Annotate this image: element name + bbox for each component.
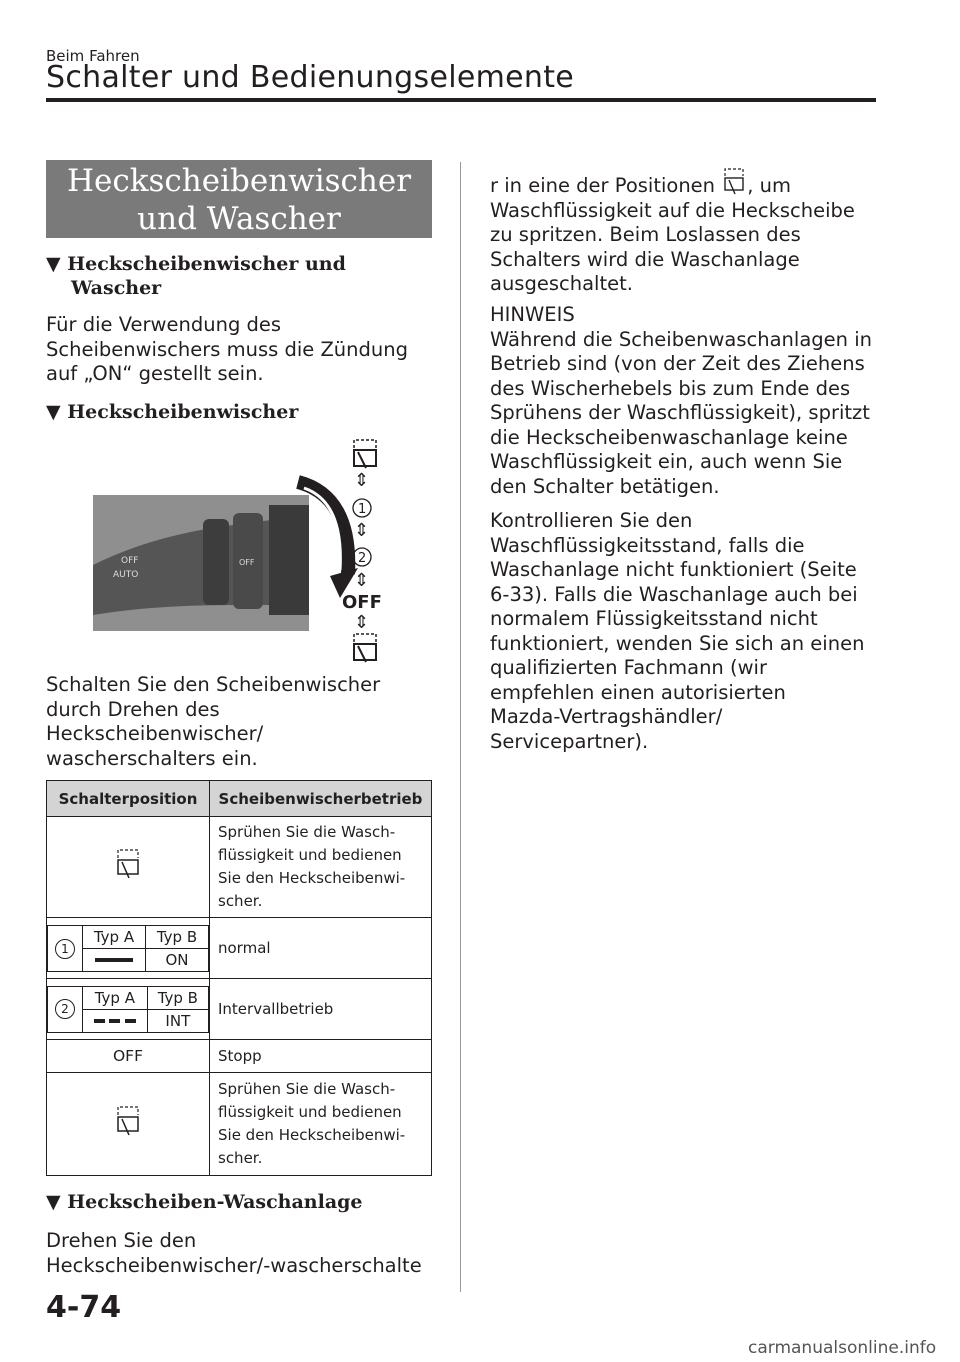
heading-rear-wiper: ▼ Heckscheibenwischer: [46, 401, 299, 423]
type-a-label: Typ A: [83, 925, 146, 948]
table-row: [47, 918, 432, 979]
text-line: Servicepartner).: [490, 729, 649, 753]
text-line: den Schalter betätigen.: [490, 474, 720, 498]
svg-text:⇕: ⇕: [354, 570, 370, 591]
position-label-2: 2: [358, 551, 367, 566]
type-a-symbol: [83, 1009, 148, 1032]
watermark: carmanualsonline.info: [748, 1338, 937, 1358]
type-a-label: Typ A: [83, 986, 148, 1009]
text-line: ausgeschaltet.: [490, 272, 633, 295]
wash-icon-cell: [47, 817, 210, 918]
column-header-operation: Scheibenwischerbetrieb: [210, 781, 432, 817]
text-line: Heckscheibenwischer/: [46, 722, 264, 745]
svg-text:⇕: ⇕: [354, 612, 370, 633]
text-line: Für die Verwendung des: [46, 313, 282, 336]
text-line: auf „ON“ gestellt sein.: [46, 362, 264, 385]
text-line: Betrieb sind (von der Zeit des Ziehens: [490, 352, 865, 375]
wash-note-cell: [210, 817, 432, 918]
rear-wash-icon: [113, 1106, 143, 1138]
type-b-label: Typ B: [145, 925, 208, 948]
column-header-position: Schalterposition: [47, 781, 210, 817]
text-fragment: r in eine der Positionen: [490, 174, 716, 197]
position-number: [48, 925, 83, 971]
washer-continued-paragraph: [490, 168, 880, 297]
switch-position-diagram: [290, 436, 400, 666]
note-line: scher.: [218, 1149, 263, 1167]
position-off: OFF: [47, 1040, 210, 1073]
text-line: normalem Flüssigkeitsstand nicht: [490, 607, 818, 630]
table-row: [47, 1073, 432, 1176]
heading-wiper-washer: [46, 252, 346, 300]
svg-text:OFF: OFF: [239, 558, 255, 567]
wiper-lever-illustration: [93, 495, 309, 631]
note-label: HINWEIS: [490, 303, 575, 326]
text-line: Waschanlage nicht funktioniert (Seite: [490, 558, 857, 581]
text-line: zu spritzen. Beim Loslassen des: [490, 223, 801, 246]
text-line: [490, 168, 880, 199]
svg-text:⇕: ⇕: [354, 470, 370, 491]
heading-line-1: ▼ Heckscheibenwischer und: [46, 253, 346, 275]
column-divider: [460, 162, 461, 1292]
svg-text:AUTO: AUTO: [113, 570, 139, 580]
text-line: funktioniert, wenden Sie sich an einen: [490, 631, 865, 655]
page-number: 4-74: [46, 1290, 122, 1325]
text-line: durch Drehen des: [46, 697, 220, 721]
text-line: Schalten Sie den Scheibenwischer: [46, 673, 381, 696]
note-line: flüssigkeit und bedienen: [218, 1103, 402, 1121]
spray-note: [218, 821, 423, 913]
operation-stop: Stopp: [210, 1040, 432, 1073]
operation-normal: normal: [210, 918, 432, 979]
type-b-label: Typ B: [147, 986, 208, 1009]
text-line: Scheibenwischers muss die Zündung: [46, 337, 408, 361]
text-line: des Wischerhebels bis zum Ende des: [490, 376, 851, 400]
rear-wash-icon: [354, 440, 376, 468]
intro-paragraph: [46, 313, 408, 387]
text-line: die Heckscheibenwaschanlage keine: [490, 425, 848, 449]
note-line: Sprühen Sie die Wasch-: [218, 1080, 396, 1098]
position-2-cell: [47, 979, 210, 1040]
svg-text:⇕: ⇕: [354, 520, 370, 541]
position-label-off: OFF: [342, 592, 382, 613]
rear-wash-icon: [721, 168, 747, 196]
heading-rear-washer: ▼ Heckscheiben-Waschanlage: [46, 1191, 363, 1213]
wash-note-cell: [210, 1073, 432, 1176]
position-label-1: 1: [358, 502, 367, 517]
text-line: wascherschalters ein.: [46, 746, 258, 770]
text-line: Waschflüssigkeit ein, auch wenn Sie: [490, 450, 843, 473]
note-line: Sie den Heckscheibenwi-: [218, 869, 406, 887]
wash-icon-cell: [47, 1073, 210, 1176]
switch-photo: [93, 495, 309, 631]
rear-wash-icon: [113, 849, 143, 881]
note-line: Sprühen Sie die Wasch-: [218, 823, 396, 841]
title-rule: [46, 98, 876, 102]
washer-paragraph: [46, 1229, 422, 1278]
text-line: Kontrollieren Sie den: [490, 509, 693, 532]
text-line: Sprühens der Waschflüssigkeit), spritzt: [490, 401, 870, 424]
spray-note: [218, 1078, 423, 1170]
svg-text:OFF: OFF: [121, 556, 139, 566]
type-a-symbol: [83, 948, 146, 971]
section-label: Beim Fahren: [46, 47, 140, 65]
rear-wash-icon-bottom: [354, 634, 376, 662]
fluid-level-paragraph: [490, 509, 890, 754]
section-banner: [46, 160, 432, 238]
type-b-value: INT: [147, 1009, 208, 1032]
heading-line-2: Wascher: [71, 277, 162, 299]
position-badge-1: 1: [55, 939, 75, 959]
text-line: Während die Scheibenwaschanlagen in: [490, 327, 872, 351]
text-line: 6-33). Falls die Waschanlage auch bei: [490, 582, 858, 606]
text-line: Waschflüssigkeitsstand, falls die: [490, 533, 805, 557]
table-row: [47, 1040, 432, 1073]
banner-line-1: Heckscheibenwischer: [66, 163, 412, 199]
note-line: flüssigkeit und bedienen: [218, 846, 402, 864]
banner-line-2: und Wascher: [137, 201, 341, 237]
type-b-value: ON: [145, 948, 208, 971]
note-line: Sie den Heckscheibenwi-: [218, 1126, 406, 1144]
text-line: Mazda-Vertragshändler/: [490, 705, 723, 728]
text-line: Drehen Sie den: [46, 1229, 197, 1252]
note-block: [490, 303, 890, 499]
position-1-cell: [47, 918, 210, 979]
table-row: [47, 817, 432, 918]
note-line: scher.: [218, 892, 263, 910]
text-line: Schalters wird die Waschanlage: [490, 247, 800, 271]
page-title: Schalter und Bedienungselemente: [46, 60, 575, 95]
position-number: [48, 986, 83, 1032]
text-line: empfehlen einen autorisierten: [490, 680, 786, 704]
switch-position-table: [46, 780, 432, 1176]
text-line: qualifizierten Fachmann (wir: [490, 656, 767, 679]
text-line: Waschflüssigkeit auf die Heckscheibe: [490, 198, 855, 222]
text-line: Heckscheibenwischer/-wascherschalte: [46, 1253, 422, 1277]
switch-paragraph: [46, 673, 380, 771]
table-row: [47, 979, 432, 1040]
text-fragment: , um: [747, 174, 791, 197]
position-badge-2: 2: [55, 999, 75, 1019]
operation-interval: Intervallbetrieb: [210, 979, 432, 1040]
